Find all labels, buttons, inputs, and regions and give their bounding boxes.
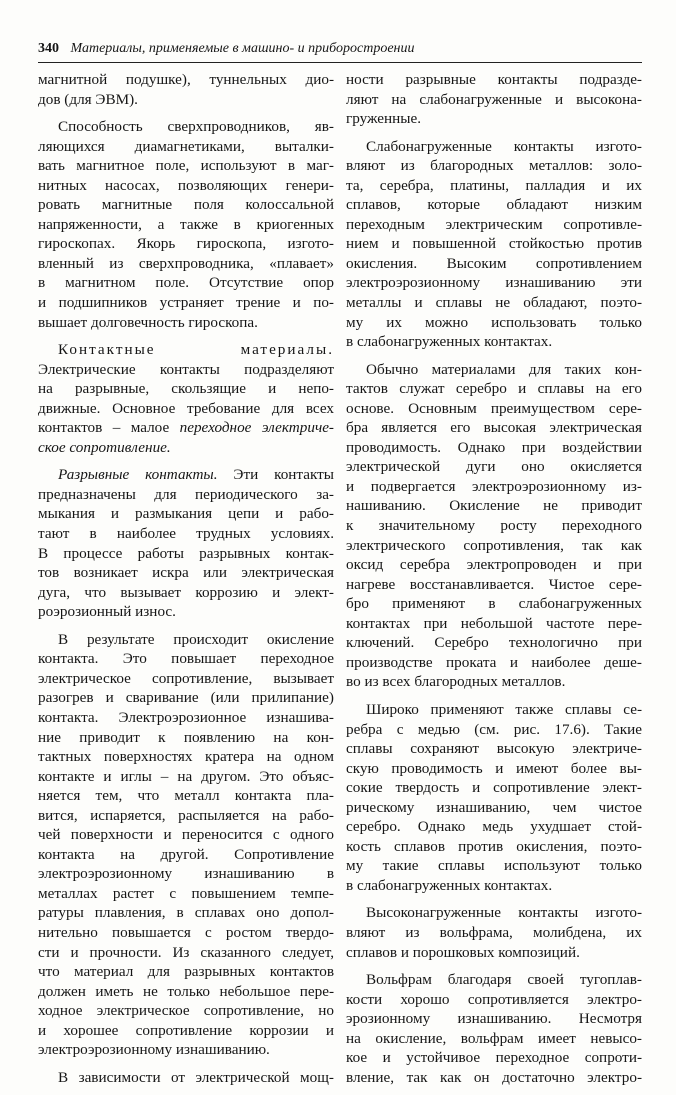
text-line: В результате происходит окисление xyxy=(58,630,334,648)
header-rule xyxy=(38,62,642,63)
text-line: В зависимости от электрической мощ- xyxy=(58,1068,334,1086)
text-line: му такие сплавы используют только xyxy=(346,857,642,875)
italic-term: переходное электриче- xyxy=(179,419,334,437)
text-line: переходным электрическим сопротивле- xyxy=(346,215,642,233)
text-line: нагреве восстанавливается. Чистое сере- xyxy=(346,575,642,593)
italic-term: ское сопротивление. xyxy=(38,438,171,456)
text-run: контактов – малое xyxy=(38,419,180,437)
text-line: Слабонагруженные контакты изгото- xyxy=(366,137,642,155)
text-line: движные. Основное требование для всех xyxy=(38,399,334,417)
text-line xyxy=(38,438,334,458)
paragraph-superconductors-gyroscopes xyxy=(38,117,334,332)
section-heading: Контактные материалы. xyxy=(58,341,334,359)
text-line: тактов служат серебро и сплавы на его xyxy=(346,380,642,398)
text-line: производстве проката и наиболее деше- xyxy=(346,653,642,671)
page-header xyxy=(38,40,638,58)
text-line: металлы и сплавы не обладают, поэто- xyxy=(346,294,642,312)
paragraph-silver-copper-alloys xyxy=(346,700,642,895)
text-line: должен иметь не только небольшое пере- xyxy=(38,982,334,1000)
text-line: ние приводит к появлению на кон- xyxy=(38,728,334,746)
text-line: окисления. Высоким сопротивлением xyxy=(346,254,642,272)
text-line: рическому изнашиванию, чем чистое xyxy=(346,798,642,816)
text-line: электроэрозионному изнашиванию. xyxy=(38,1041,270,1059)
text-line: что материал для разрывных контактов xyxy=(38,963,334,981)
text-line: во из всех благородных металлов. xyxy=(346,673,566,691)
text-line: предназначены для периодического за- xyxy=(38,485,334,503)
text-line: кость сплавов против окисления, поэто- xyxy=(346,837,642,855)
text-line xyxy=(38,465,334,485)
text-line: кости хорошо сопротивляется электро- xyxy=(346,990,642,1008)
text-line: вление, так как он достаточно электро- xyxy=(346,1068,642,1086)
text-line: вляют из благородных металлов: золо- xyxy=(346,157,642,175)
text-line: контакта. Это повышает переходное xyxy=(38,650,334,668)
text-line: серебро. Однако медь ухудшает стой- xyxy=(346,818,642,836)
text-line: в магнитном поле. Отсутствие опор xyxy=(38,274,334,292)
text-line: чей поверхности и переносится с одного xyxy=(38,826,334,844)
text-line: эрозионному изнашиванию. Несмотря xyxy=(346,1010,642,1028)
text-line: контакта. Электроэрозионное изнашива- xyxy=(38,708,334,726)
text-line: сплавов и порошковых композиций. xyxy=(346,943,580,961)
text-line: та, серебра, платины, палладия и их xyxy=(346,176,642,194)
text-line: тов возникает искра или электрическая xyxy=(38,564,334,582)
text-line: нитных насосах, позволяющих генери- xyxy=(38,176,334,194)
running-title: Материалы, применяемые в машино- и приборостроении xyxy=(70,41,415,56)
text-line: сокие твердость и сопротивление элект- xyxy=(346,779,642,797)
text-line: сплавов, которые обладают низким xyxy=(346,196,642,214)
section-contact-materials xyxy=(38,340,334,457)
paragraph-silver-contacts xyxy=(346,360,642,692)
paragraph-breaking-contacts xyxy=(38,465,334,621)
text-line: сплавы сохраняют высокую электриче- xyxy=(346,740,642,758)
text-line: ляют на слабонагруженные и высокона- xyxy=(346,90,642,108)
text-line: бро применяют в слабонагруженных xyxy=(346,595,642,613)
text-line: и хорошее сопротивление коррозии и xyxy=(38,1021,334,1039)
text-line: вленный из сверхпроводника, «плавает» xyxy=(38,254,334,272)
text-line: в слабонагруженных контактах. xyxy=(346,333,553,351)
text-line: нительно повышается с ростом твердо- xyxy=(38,923,334,941)
paragraph-light-duty-contacts xyxy=(346,137,642,352)
text-line: няется тем, что металл контакта пла- xyxy=(38,787,334,805)
paragraph-heavy-duty-contacts xyxy=(346,903,642,962)
text-line: вляют из вольфрама, молибдена, их xyxy=(346,923,642,941)
text-line: электроэрозионному изнашиванию эти xyxy=(346,274,642,292)
text-line: проводимость. Однако при воздействии xyxy=(346,438,642,456)
text-line: электрической дуги оно окисляется xyxy=(346,458,642,476)
text-line: ходное электрическое сопротивление, но xyxy=(38,1002,334,1020)
text-line: нашиванию. Окисление не приводит xyxy=(346,497,642,515)
text-line: дуга, что вызывает коррозию и элект- xyxy=(38,583,334,601)
text-line: вать магнитное поле, используют в маг- xyxy=(38,157,334,175)
text-line: скую проводимость и имеют более вы- xyxy=(346,759,642,777)
text-line: дов (для ЭВМ). xyxy=(38,90,138,108)
text-line: Высоконагруженные контакты изгото- xyxy=(366,904,642,922)
text-line: В процессе работы разрывных контак- xyxy=(38,544,334,562)
paragraph-oxidation xyxy=(38,630,334,1060)
text-line: бра является его высокая электрическая xyxy=(346,419,642,437)
right-column xyxy=(346,70,642,1095)
paragraph-power-classification xyxy=(38,1068,334,1088)
text-line: напряженности, а также в криогенных xyxy=(38,215,334,233)
text-line: Способность сверхпроводников, яв- xyxy=(58,118,334,136)
text-line: нием и повышенной стойкостью против xyxy=(346,235,642,253)
text-line: ратуры плавления, в сплавах оно допол- xyxy=(38,904,334,922)
text-line: ровать магнитные поля колоссальной xyxy=(38,196,334,214)
text-line: му их можно использовать только xyxy=(346,313,642,331)
text-line: на окисление, вольфрам имеет невысо- xyxy=(346,1029,642,1047)
text-line: гироскопах. Якорь гироскопа, изгото- xyxy=(38,235,334,253)
text-line: контактах при небольшой частоте пере- xyxy=(346,614,642,632)
text-run: Эти контакты xyxy=(217,466,335,484)
text-line: Широко применяют также сплавы се- xyxy=(366,700,642,718)
text-line: на разрывные, скользящие и непо- xyxy=(38,380,334,398)
text-line: контакте и иглы – на другом. Это объяс- xyxy=(38,767,334,785)
text-line: оксид серебра электропроводен и при xyxy=(346,556,642,574)
text-line: груженные. xyxy=(346,110,422,128)
text-line: ляющихся диамагнетиками, выталки- xyxy=(38,137,334,155)
text-line: и подшипников устраняет трение и по- xyxy=(38,294,334,312)
text-line: металлах растет с повышением темпе- xyxy=(38,884,334,902)
text-line: магнитной подушке), туннельных дио- xyxy=(38,71,334,88)
text-line: тактных поверхностях кратера на одном xyxy=(38,748,334,766)
text-line: Обычно материалами для таких кон- xyxy=(366,360,642,378)
text-line: разогрев и сваривание (или прилипание) xyxy=(38,689,334,707)
italic-term: Разрывные контакты. xyxy=(58,466,218,484)
left-column xyxy=(38,70,334,1095)
text-line: тают в наиболее трудных условиях. xyxy=(38,525,334,543)
text-line: ности разрывные контакты подразде- xyxy=(346,71,642,88)
text-line: ребра с медью (см. рис. 17.6). Такие xyxy=(346,720,642,738)
text-line: мыкания и размыкания цепи и рабо- xyxy=(38,505,334,523)
text-line: в слабонагруженных контактах. xyxy=(346,876,553,894)
text-line: основе. Основным преимуществом сере- xyxy=(346,399,642,417)
text-line: к значительному росту переходного xyxy=(346,517,642,535)
text-line: Вольфрам благодаря своей тугоплав- xyxy=(366,971,642,989)
text-line: сти и прочности. Из сказанного следует, xyxy=(38,943,334,961)
text-line: и подвергается электроэрозионному из- xyxy=(346,477,642,495)
text-line: роэрозионный износ. xyxy=(38,603,176,621)
text-line: электроэрозионному изнашиванию в xyxy=(38,865,334,883)
text-line: электрического сопротивления, так как xyxy=(346,536,642,554)
text-line: ключений. Серебро технологично при xyxy=(346,634,642,652)
paragraph-power-classification-cont xyxy=(346,70,642,129)
text-line xyxy=(38,418,334,438)
paragraph-tungsten xyxy=(346,970,642,1087)
text-line: Электрические контакты подразделяют xyxy=(38,360,334,378)
page-number: 340 xyxy=(38,41,59,56)
text-line: вышает долговечность гироскопа. xyxy=(38,313,258,331)
text-line: электрическое сопротивление, вызывает xyxy=(38,669,334,687)
text-line: вится, испаряется, распыляется на рабо- xyxy=(38,806,334,824)
text-line: контакта на другой. Сопротивление xyxy=(38,845,334,863)
text-line: кое и устойчивое переходное сопроти- xyxy=(346,1049,642,1067)
paragraph-maglev-continuation xyxy=(38,70,334,109)
